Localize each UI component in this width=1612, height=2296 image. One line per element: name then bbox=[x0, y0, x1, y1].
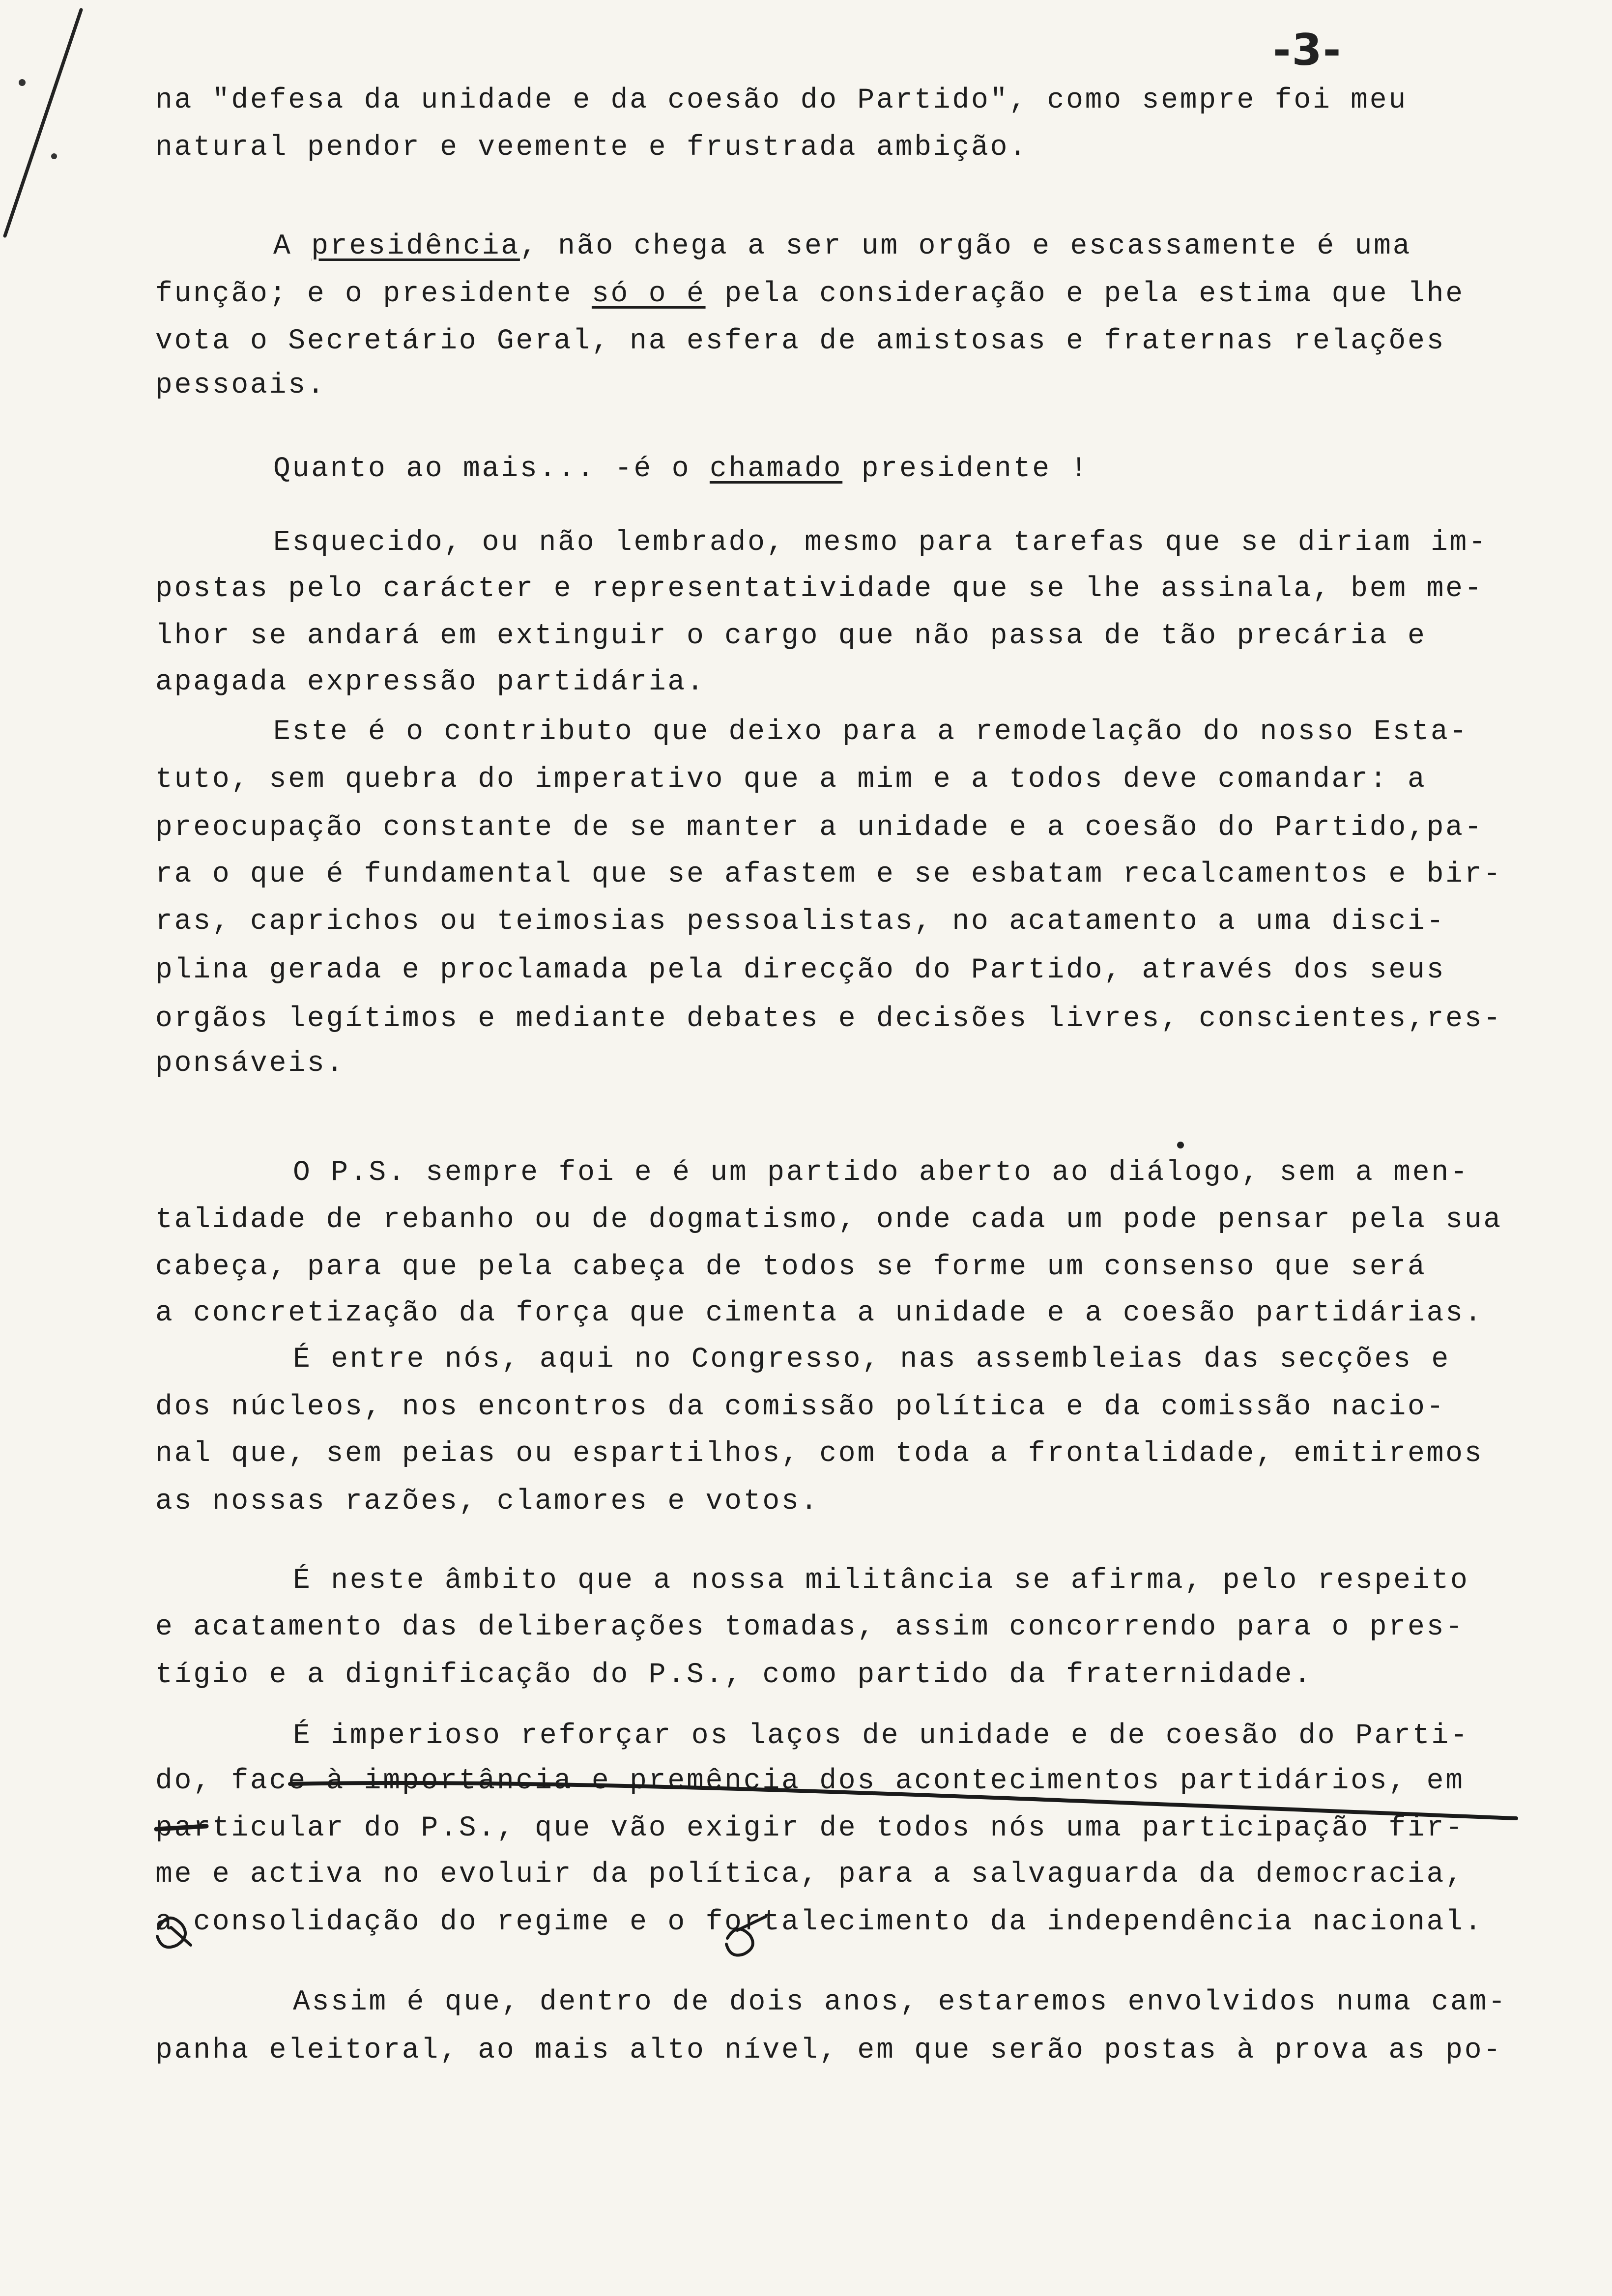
text-line bbox=[155, 1811, 1595, 1846]
text-segment: natural pendor e veemente e frustrada ambição. bbox=[155, 132, 1028, 164]
margin-pen-stroke bbox=[0, 0, 128, 256]
text-segment: tuto, sem quebra do imperativo que a mim e a todos deve comandar: a bbox=[155, 764, 1427, 796]
text-line bbox=[273, 230, 1612, 264]
text-line bbox=[155, 953, 1595, 988]
text-line bbox=[155, 84, 1595, 118]
text-segment: tígio e a dignificação do P.S., como partido da fraternidade. bbox=[155, 1659, 1313, 1691]
text-segment: nal que, sem peias ou espartilhos, com toda a frontalidade, emitiremos bbox=[155, 1438, 1484, 1470]
text-line bbox=[155, 324, 1595, 359]
text-segment: cabeça, para que pela cabeça de todos se forme um consenso que será bbox=[155, 1251, 1427, 1283]
text-line bbox=[293, 1156, 1612, 1190]
text-line bbox=[155, 811, 1595, 845]
text-line bbox=[155, 572, 1595, 606]
underlined-phrase: presidência bbox=[311, 230, 520, 262]
text-line bbox=[155, 1905, 1595, 1940]
text-segment: , não chega a ser um orgão e escassamente é uma bbox=[519, 230, 1412, 262]
text-line bbox=[155, 858, 1595, 892]
text-segment: orgãos legítimos e mediante debates e decisões livres, conscientes,res- bbox=[155, 1003, 1503, 1035]
text-line bbox=[293, 1343, 1612, 1377]
text-line bbox=[293, 1564, 1612, 1598]
text-line bbox=[273, 715, 1612, 749]
text-segment: me e activa no evoluir da política, para a salvaguarda da democracia, bbox=[155, 1859, 1465, 1891]
text-segment: Quanto ao mais... -é o bbox=[273, 453, 710, 485]
text-line bbox=[155, 1296, 1595, 1331]
underlined-phrase: só o é bbox=[591, 278, 706, 310]
text-segment: na "defesa da unidade e da coesão do Partido", como sempre foi meu bbox=[155, 85, 1408, 116]
text-segment: lhor se andará em extinguir o cargo que não passa de tão precária e bbox=[155, 620, 1427, 652]
text-segment: a consolidação do regime e o fortalecimento da independência nacional. bbox=[155, 1906, 1484, 1938]
text-line bbox=[155, 1858, 1595, 1892]
text-line bbox=[155, 1764, 1595, 1799]
text-segment: O P.S. sempre foi e é um partido aberto ao diálogo, sem a men- bbox=[293, 1157, 1469, 1189]
underlined-phrase: chamado bbox=[709, 453, 843, 485]
text-segment: vota o Secretário Geral, na esfera de amistosas e fraternas relações bbox=[155, 325, 1446, 357]
text-line bbox=[155, 905, 1595, 939]
text-line bbox=[155, 1047, 1595, 1081]
text-line bbox=[293, 1985, 1612, 2020]
emphasized-phrase: É imperioso reforçar bbox=[293, 1720, 673, 1752]
text-segment: ponsáveis. bbox=[155, 1048, 345, 1080]
text-segment: presidente ! bbox=[842, 453, 1090, 485]
text-line bbox=[293, 1719, 1612, 1753]
text-line bbox=[155, 1203, 1595, 1237]
text-segment: plina gerada e proclamada pela direcção do Partido, através dos seus bbox=[155, 954, 1446, 986]
text-line bbox=[155, 1250, 1595, 1285]
text-segment: , face à importância e premência dos acontecimentos partidários, em bbox=[193, 1765, 1465, 1797]
text-segment: preocupação constante de se manter a unidade e a coesão do Partido,pa- bbox=[155, 812, 1484, 844]
text-segment: pela consideração e pela estima que lhe bbox=[705, 278, 1465, 310]
text-segment: ra o que é fundamental que se afastem e se esbatam recalcamentos e bir- bbox=[155, 859, 1503, 890]
text-line bbox=[155, 277, 1595, 312]
text-line bbox=[155, 1002, 1595, 1036]
text-segment: e acatamento das deliberações tomadas, assim concorrendo para o pres- bbox=[155, 1611, 1465, 1643]
text-line bbox=[155, 619, 1595, 654]
text-segment: É entre nós, aqui no Congresso, nas assembleias das secções e bbox=[293, 1344, 1450, 1376]
text-segment: a concretização da força que cimenta a unidade e a coesão partidárias. bbox=[155, 1297, 1484, 1329]
text-line bbox=[155, 1390, 1595, 1425]
text-line bbox=[155, 1610, 1595, 1645]
text-segment: pessoais. bbox=[155, 370, 326, 402]
text-segment: Este é o contributo que deixo para a remodelação do nosso Esta- bbox=[273, 716, 1469, 748]
text-line bbox=[155, 763, 1595, 797]
text-segment: A bbox=[273, 230, 312, 262]
text-segment: particular do P.S., que vão exigir de todos nós uma participação fir- bbox=[155, 1812, 1465, 1844]
text-segment: talidade de rebanho ou de dogmatismo, onde cada um pode pensar pela sua bbox=[155, 1204, 1503, 1236]
text-segment: função; e o presidente bbox=[155, 278, 592, 310]
page-number: -3- bbox=[1273, 25, 1342, 75]
text-segment: postas pelo carácter e representatividade que se lhe assinala, bem me- bbox=[155, 573, 1484, 605]
text-line bbox=[155, 1437, 1595, 1471]
text-segment: Esquecido, ou não lembrado, mesmo para tarefas que se diriam im- bbox=[273, 527, 1488, 559]
text-line bbox=[273, 526, 1612, 560]
text-line bbox=[155, 665, 1595, 700]
text-line bbox=[155, 131, 1595, 165]
text-segment: É neste âmbito que a nossa militância se afirma, pelo respeito bbox=[293, 1565, 1469, 1597]
text-line bbox=[273, 452, 1612, 487]
text-segment: apagada expressão partidária. bbox=[155, 666, 706, 698]
text-segment: panha eleitoral, ao mais alto nível, em que serão postas à prova as po- bbox=[155, 2035, 1503, 2066]
text-segment: Assim é que, dentro de dois anos, estaremos envolvidos numa cam- bbox=[293, 1986, 1507, 2018]
emphasized-phrase: do bbox=[155, 1765, 194, 1797]
text-line bbox=[155, 1485, 1595, 1519]
text-segment: os laços de unidade e de coesão do Parti- bbox=[672, 1720, 1469, 1752]
text-segment: dos núcleos, nos encontros da comissão política e da comissão nacio- bbox=[155, 1391, 1446, 1423]
text-segment: ras, caprichos ou teimosias pessoalistas, no acatamento a uma disci- bbox=[155, 906, 1446, 938]
text-segment: as nossas razões, clamores e votos. bbox=[155, 1486, 820, 1518]
text-line bbox=[155, 1658, 1595, 1693]
text-line bbox=[155, 2034, 1595, 2068]
text-line bbox=[155, 369, 1595, 403]
